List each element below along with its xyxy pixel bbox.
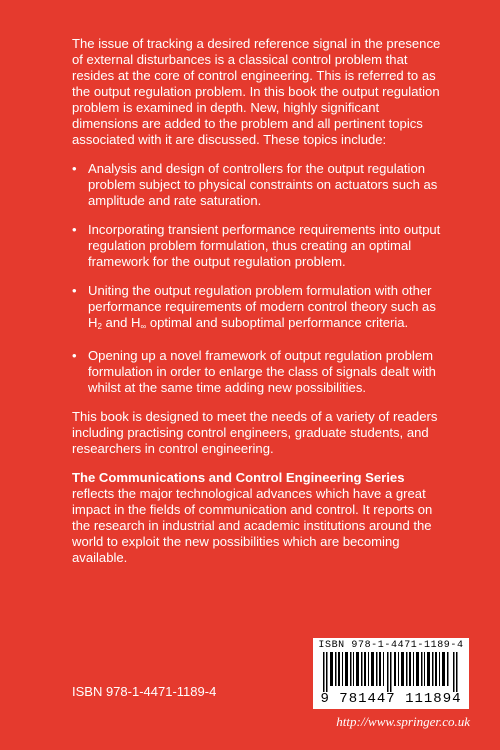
series-text: reflects the major technological advances which have a great impact in the fields of communication and control. It reports on the research in industrial and academic institutions around the world to exploit the new possibilities which are becoming available. [72, 486, 433, 565]
topic-item [72, 283, 444, 335]
series-name: The Communications and Control Engineering Series [72, 470, 405, 485]
topic-item: • Opening up a novel framework of output regulation problem formulation in order to enlarge the class of signals dealt with whilst at the same time adding new possibilities. [72, 348, 444, 396]
intro-paragraph: The issue of tracking a desired reference signal in the presence of external disturbances is a classical control problem that resides at the core of control engineering. This is referred to as the output regulation problem. In this book the output regulation problem is examined in depth. New, highly significant dimensions are added to the problem and all pertinent topics associated with it are discussed. These topics include: [72, 36, 441, 147]
subscript: ∞ [140, 322, 147, 331]
barcode [313, 638, 469, 709]
topic-item: • Analysis and design of controllers for the output regulation problem subject to physical constraints on actuators such as amplitude and rate saturation. [72, 161, 444, 209]
topic-text: optimal and suboptimal performance criteria. [146, 315, 409, 330]
barcode-isbn: ISBN 978-1-4471-1189-4 [318, 640, 464, 651]
subscript: 2 [97, 322, 102, 331]
barcode-bars [323, 652, 459, 692]
topic-text: and H [101, 315, 141, 330]
isbn-label: ISBN 978-1-4471-1189-4 [72, 684, 217, 699]
series-paragraph [72, 470, 444, 566]
topics-list [72, 161, 444, 396]
publisher-url[interactable]: http://www.springer.co.uk [336, 714, 470, 729]
barcode-digits: 9 781447 111894 [320, 691, 462, 707]
topic-item: • Incorporating transient performance requirements into output regulation problem formulation, thus creating an optimal framework for the output regulation problem. [72, 222, 444, 270]
blurb [72, 36, 444, 579]
audience-paragraph: This book is designed to meet the needs of a variety of readers including practising control engineers, graduate students, and researchers in control engineering. [72, 409, 438, 456]
topic-text: Uniting the output regulation problem formulation with other performance requirements of modern control theory such as H [88, 283, 436, 330]
